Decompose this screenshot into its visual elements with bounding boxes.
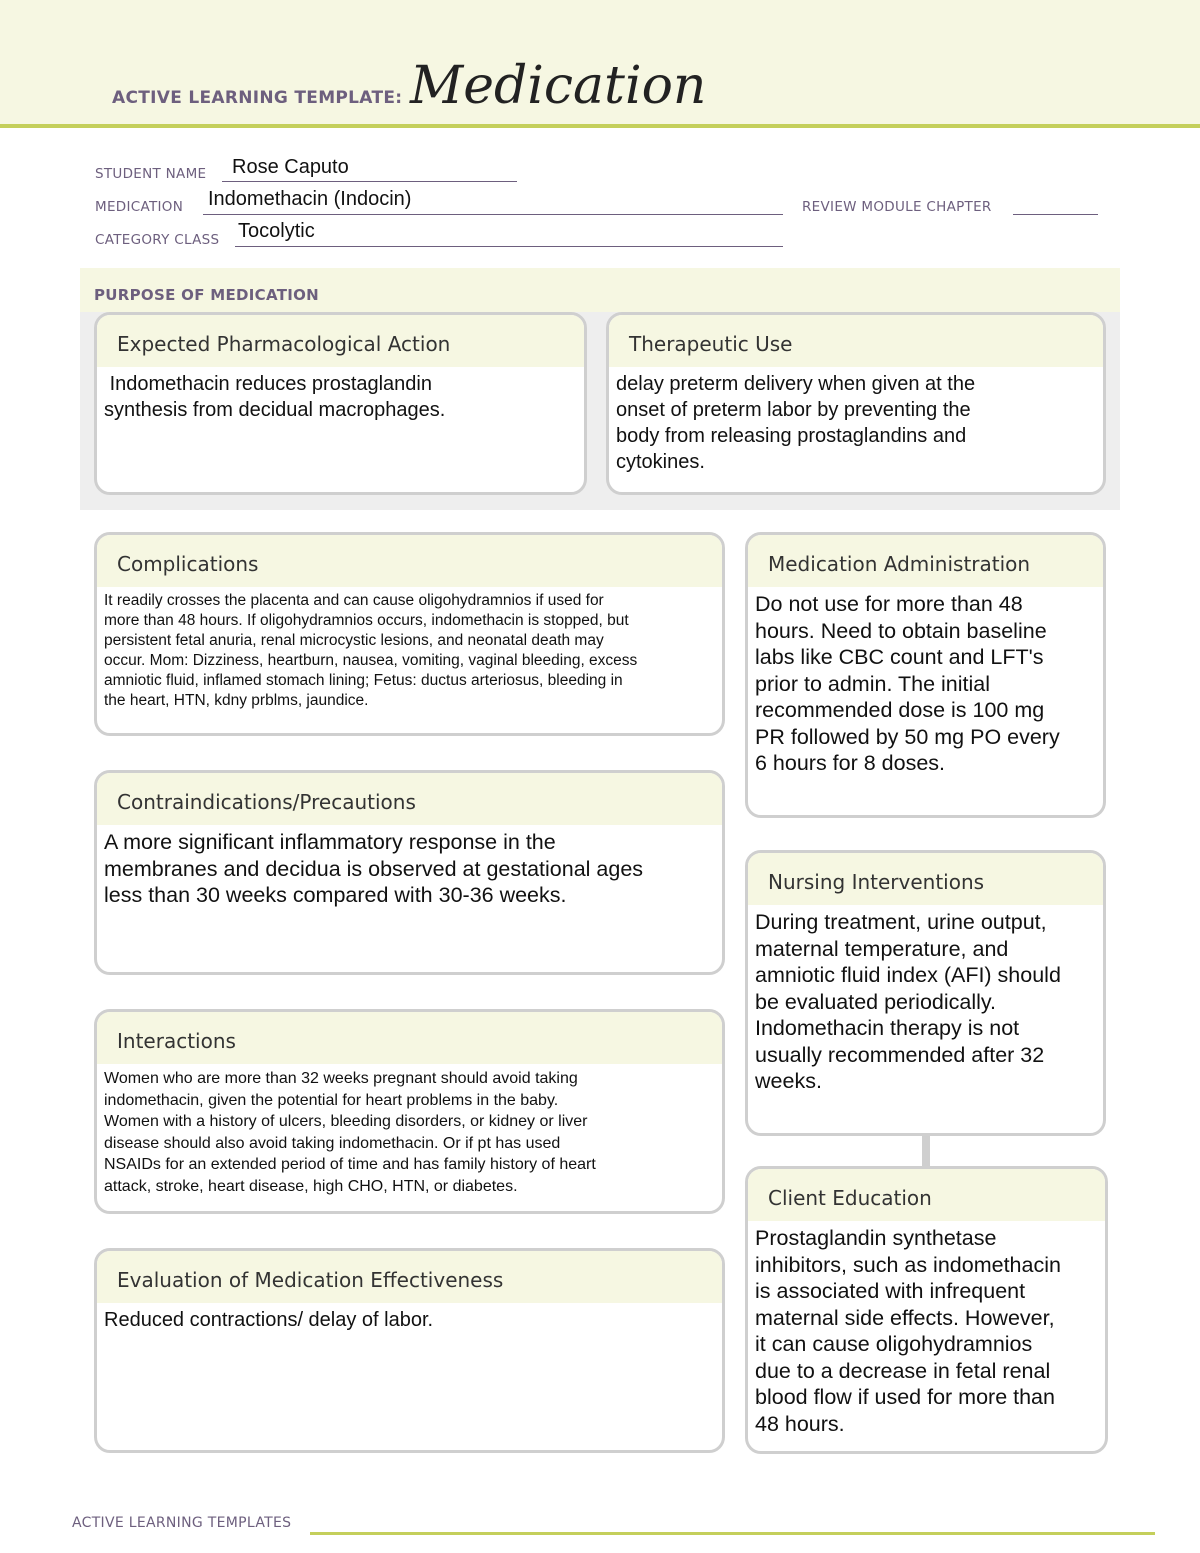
footer-divider <box>310 1532 1155 1535</box>
category-class-line <box>235 246 783 247</box>
therapeutic-use-title: Therapeutic Use <box>609 315 1103 367</box>
evaluation-card <box>94 1248 725 1453</box>
header-divider <box>0 124 1200 128</box>
medication-label: MEDICATION <box>95 199 184 215</box>
contraindications-text[interactable]: A more significant inflammatory response in the membranes and decidua is observed at gestational ages less than 30 weeks compared with 30-36 weeks. <box>104 830 644 907</box>
expected-action-title: Expected Pharmacological Action <box>97 315 584 367</box>
nursing-interventions-text[interactable]: During treatment, urine output, maternal temperature, and amniotic fluid index (AFI) should be evaluated periodically. Indomethacin therapy is not usually recommended after 32 weeks. <box>755 910 1061 1093</box>
student-name-field[interactable]: Rose Caputo <box>232 156 349 178</box>
review-module-line <box>1013 214 1098 215</box>
evaluation-text[interactable]: Reduced contractions/ delay of labor. <box>104 1309 434 1331</box>
therapeutic-use-card <box>606 312 1106 495</box>
client-education-card <box>745 1166 1108 1454</box>
medication-field[interactable]: Indomethacin (Indocin) <box>208 188 412 210</box>
interactions-card <box>94 1009 725 1214</box>
footer-label: ACTIVE LEARNING TEMPLATES <box>72 1515 292 1531</box>
complications-title: Complications <box>97 535 722 587</box>
card-connector <box>922 1134 930 1166</box>
nursing-interventions-title: Nursing Interventions <box>748 853 1103 905</box>
interactions-text[interactable]: Women who are more than 32 weeks pregnant should avoid taking indomethacin, given the potential for heart problems in the baby. Women with a history of ulcers, bleeding disorders, or kidney or liver disease should also avoid taking indomethacin. Or if pt has used NSAIDs for an extended period of time and has family history of heart attack, stroke, heart disease, high CHO, HTN, or diabetes. <box>104 1070 596 1195</box>
nursing-interventions-card <box>745 850 1106 1136</box>
review-module-label: REVIEW MODULE CHAPTER <box>802 199 992 215</box>
complications-text[interactable]: It readily crosses the placenta and can cause oligohydramnios if used for more than 48 hours. If oligohydramnios occurs, indomethacin is stopped, but persistent fetal anuria, renal microcystic lesions, and neonatal death may occur. Mom: Dizziness, heartburn, nausea, vomiting, vaginal bleeding, excess amniotic fluid, inflamed stomach lining; Fetus: ductus arteriosus, bleeding in the heart, HTN, kdny prblms, jaundice. <box>104 592 638 709</box>
administration-card <box>745 532 1106 818</box>
category-class-field[interactable]: Tocolytic <box>238 220 315 242</box>
evaluation-title: Evaluation of Medication Effectiveness <box>97 1251 722 1303</box>
administration-title: Medication Administration <box>748 535 1103 587</box>
therapeutic-use-text[interactable]: delay preterm delivery when given at the onset of preterm labor by preventing the body from releasing prostaglandins and cytokines. <box>616 373 976 473</box>
complications-card <box>94 532 725 736</box>
expected-action-text[interactable]: Indomethacin reduces prostaglandin synthesis from decidual macrophages. <box>104 373 446 421</box>
template-title: Medication <box>410 56 707 116</box>
medication-line <box>203 214 783 215</box>
category-class-label: CATEGORY CLASS <box>95 232 220 248</box>
student-name-line <box>222 181 517 182</box>
contraindications-title: Contraindications/Precautions <box>97 773 722 825</box>
contraindications-card <box>94 770 725 975</box>
interactions-title: Interactions <box>97 1012 722 1064</box>
purpose-label: PURPOSE OF MEDICATION <box>94 286 320 304</box>
administration-text[interactable]: Do not use for more than 48 hours. Need to obtain baseline labs like CBC count and LFT's prior to admin. The initial recommended dose is 100 mg PR followed by 50 mg PO every 6 hours for 8 doses. <box>755 592 1060 775</box>
student-name-label: STUDENT NAME <box>95 166 207 182</box>
template-label: ACTIVE LEARNING TEMPLATE: <box>112 88 403 108</box>
expected-action-card <box>94 312 587 495</box>
client-education-text[interactable]: Prostaglandin synthetase inhibitors, such as indomethacin is associated with infrequent maternal side effects. However, it can cause oligohydramnios due to a decrease in fetal renal blood flow if used for more than 48 hours. <box>755 1226 1061 1436</box>
client-education-title: Client Education <box>748 1169 1105 1221</box>
